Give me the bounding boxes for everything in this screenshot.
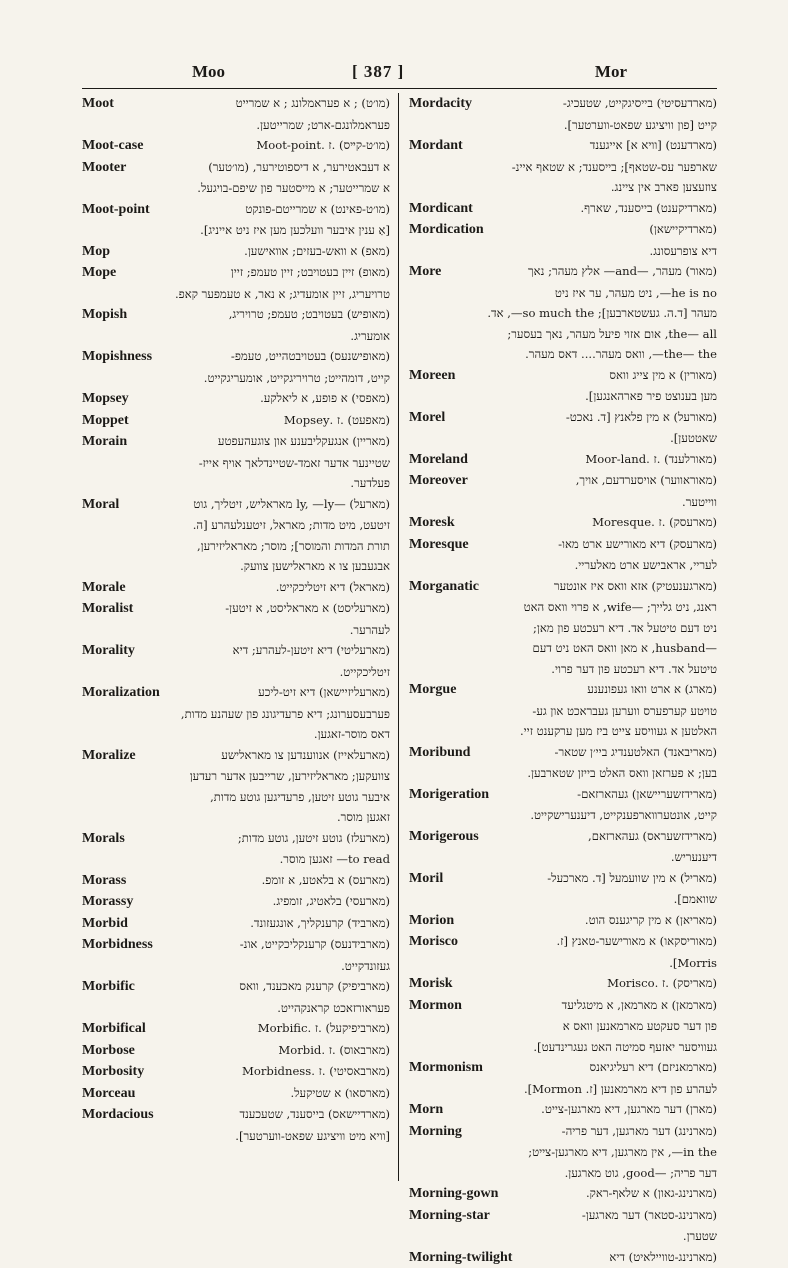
entry-headword: Moresque bbox=[409, 535, 469, 556]
entry-definition-line: ניט דעם טיטעל אד. דיא רעכטע פון מאן; bbox=[409, 618, 717, 639]
entry-definition-line: קייט, דומהייט; טרויריגקייט, אומעריגקייט. bbox=[82, 368, 390, 389]
dictionary-entry bbox=[82, 976, 390, 1018]
entry-definition-start: (מארמאניזם) דיא רעליגיאנס bbox=[489, 1057, 717, 1078]
left-column bbox=[82, 93, 390, 1146]
dictionary-entry bbox=[409, 973, 717, 995]
dictionary-entry bbox=[82, 1083, 390, 1105]
entry-first-line bbox=[82, 891, 390, 913]
entry-definition-line: לעהרער. bbox=[82, 620, 390, 641]
entry-definition-start: (מאורלענד) .ז .Moor-land bbox=[474, 449, 717, 470]
entry-definition-start: (מארידזשעראס) געהארזאם, bbox=[485, 826, 717, 847]
entry-definition-start: (מאריסק) .ז .Morisco bbox=[459, 973, 717, 994]
entry-first-line bbox=[82, 870, 390, 892]
right-column bbox=[409, 93, 717, 1268]
dictionary-entry bbox=[82, 745, 390, 828]
entry-first-line bbox=[82, 640, 390, 662]
entry-first-line bbox=[82, 262, 390, 284]
dictionary-entry bbox=[409, 868, 717, 910]
entry-definition-start: (מארביפיקעל) .ז .Morbific bbox=[152, 1018, 390, 1039]
entry-first-line bbox=[409, 868, 717, 890]
page-header bbox=[82, 60, 717, 88]
entry-definition-line: טויטע קערפערס ווערען געבראכט און גע- bbox=[409, 701, 717, 722]
entry-first-line bbox=[409, 407, 717, 429]
entry-definition-line: פון דער סעקטע מארמאנען וואס א bbox=[409, 1016, 717, 1037]
entry-headword: Morbid bbox=[82, 914, 128, 935]
entry-headword: Moot-case bbox=[82, 136, 143, 157]
entry-headword: Moribund bbox=[409, 743, 470, 764]
dictionary-entry bbox=[409, 365, 717, 407]
entry-first-line bbox=[82, 913, 390, 935]
dictionary-entry bbox=[409, 534, 717, 576]
entry-headword: Mooter bbox=[82, 158, 126, 179]
entry-first-line bbox=[82, 135, 390, 157]
dictionary-entry bbox=[409, 470, 717, 512]
entry-definition-line: דיא צופרעסונג. bbox=[409, 241, 717, 262]
entry-definition-line: —husband, א מאן וואס האט ניט דעם bbox=[409, 638, 717, 659]
entry-first-line bbox=[409, 512, 717, 534]
entry-definition-line: דער פריה; —good, גוט מארגען. bbox=[409, 1163, 717, 1184]
entry-first-line bbox=[82, 577, 390, 599]
dictionary-entry bbox=[82, 577, 390, 599]
entry-headword: Morale bbox=[82, 578, 126, 599]
dictionary-entry bbox=[82, 1104, 390, 1146]
entry-headword: Mop bbox=[82, 242, 110, 263]
entry-first-line bbox=[82, 431, 390, 453]
entry-definition-line: the— all, אום אזוי פיעל מעהר, נאך בעסער; bbox=[409, 324, 717, 345]
entry-first-line bbox=[409, 1099, 717, 1121]
entry-headword: Morals bbox=[82, 829, 125, 850]
dictionary-entry bbox=[409, 784, 717, 826]
entry-definition-start: (מארנינג-סטאר) דער מארגען- bbox=[496, 1205, 717, 1226]
column-divider bbox=[398, 93, 399, 1181]
entry-first-line bbox=[409, 93, 717, 115]
dictionary-entry bbox=[409, 1205, 717, 1247]
dictionary-entry bbox=[82, 135, 390, 157]
entry-definition-line: שטיינער אדער זאמד-שטיינדלאך אויף אייז- bbox=[82, 453, 390, 474]
entry-headword: Mopishness bbox=[82, 347, 152, 368]
entry-first-line bbox=[409, 449, 717, 471]
dictionary-entry bbox=[82, 828, 390, 870]
entry-first-line bbox=[409, 1183, 717, 1205]
dictionary-entry bbox=[409, 995, 717, 1058]
entry-definition-start: (מאופיש) בעטויבט; טעמפ; טרויריג, bbox=[133, 304, 390, 325]
dictionary-entry bbox=[82, 1061, 390, 1083]
entry-definition-line: פעראמלונגם-ארט; שמרייטען. bbox=[82, 115, 390, 136]
dictionary-entry bbox=[409, 512, 717, 534]
dictionary-entry bbox=[82, 640, 390, 682]
entry-headword: Morganatic bbox=[409, 577, 479, 598]
entry-headword: Morn bbox=[409, 1100, 443, 1121]
entry-first-line bbox=[409, 784, 717, 806]
entry-headword: Morisco bbox=[409, 932, 458, 953]
entry-definition-start: (מאריאן) א מין קריגענס הוט. bbox=[460, 910, 717, 931]
entry-first-line bbox=[82, 976, 390, 998]
entry-headword: Moresk bbox=[409, 513, 455, 534]
dictionary-entry bbox=[82, 241, 390, 263]
entry-headword: Mopish bbox=[82, 305, 127, 326]
entry-definition-line: ראנג, ניט גלייך; —wife, א פרוי וואס האט bbox=[409, 597, 717, 618]
entry-definition-line: מעהר [ד.ה. געשטארבען]; so much the—, אד. bbox=[409, 303, 717, 324]
entry-definition-line: שארפער עס-שטאף]; בייסענד; א שטאף איינ- bbox=[409, 157, 717, 178]
entry-definition-start: (מארדעסיטי) בייסיגקייט, שטעכיג- bbox=[478, 93, 717, 114]
dictionary-entry bbox=[82, 199, 390, 241]
entry-first-line bbox=[409, 826, 717, 848]
entry-first-line bbox=[409, 1121, 717, 1143]
entry-headword: Morality bbox=[82, 641, 135, 662]
entry-first-line bbox=[409, 973, 717, 995]
entry-definition-line: פעראורזאכט קראנקהייט. bbox=[82, 998, 390, 1019]
entry-headword: Moralist bbox=[82, 599, 133, 620]
entry-definition-line: to read— זאגען מוסר. bbox=[82, 849, 390, 870]
dictionary-entry bbox=[82, 346, 390, 388]
entry-definition-start: (מארעליזיישאן) דיא זיט-ליכע bbox=[166, 682, 390, 703]
dictionary-entry bbox=[82, 157, 390, 199]
entry-definition-line: צוועקען; מאראליזירען, שרייבען אדער רעדען bbox=[82, 766, 390, 787]
entry-definition-start: (מאור) מעהר, —and— אלץ מעהר; נאך bbox=[447, 261, 717, 282]
entry-headword: Morbific bbox=[82, 977, 135, 998]
dictionary-entry bbox=[409, 931, 717, 973]
entry-headword: Morgue bbox=[409, 680, 456, 701]
entry-first-line bbox=[409, 365, 717, 387]
dictionary-entry bbox=[409, 826, 717, 868]
entry-definition-line: [אַ ענין איבער וועלכען מען איז ניט אייניג]. bbox=[82, 220, 390, 241]
entry-first-line bbox=[409, 1247, 717, 1268]
dictionary-entry bbox=[409, 576, 717, 680]
entry-definition-start: (מאורעל) א מין פלאנץ [ד. נאכט- bbox=[451, 407, 717, 428]
entry-first-line bbox=[82, 1040, 390, 1062]
entry-first-line bbox=[409, 931, 717, 953]
entry-definition-line: אומעריג. bbox=[82, 326, 390, 347]
dictionary-entry bbox=[82, 1040, 390, 1062]
entry-first-line bbox=[409, 470, 717, 492]
entry-headword: Mormonism bbox=[409, 1058, 483, 1079]
entry-definition-line: Morris]. bbox=[409, 953, 717, 974]
entry-definition-start: (מו׳ט-קײס) .ז .Moot-point bbox=[149, 135, 390, 156]
dictionary-entry bbox=[82, 93, 390, 135]
entry-definition-start: (מארמאן) א מארמאן, א מיטגליעד bbox=[468, 995, 717, 1016]
entry-definition-line: מען בענוצט פיר פארהאנגען]. bbox=[409, 386, 717, 407]
entry-headword: Moreen bbox=[409, 366, 455, 387]
dictionary-entry bbox=[82, 1018, 390, 1040]
entry-headword: Mormon bbox=[409, 996, 462, 1017]
dictionary-entry bbox=[409, 679, 717, 742]
entry-definition-start: (מארן) דער מארגען, דיא מארגען-צייט. bbox=[449, 1099, 717, 1120]
dictionary-page bbox=[82, 60, 717, 1183]
entry-first-line bbox=[82, 346, 390, 368]
dictionary-entry bbox=[82, 598, 390, 640]
entry-definition-start: (מארגענעטיק) אזא וואס איז אונטער bbox=[485, 576, 717, 597]
entry-definition-start: (מאוראווער) אויסערדעם, אויך, bbox=[474, 470, 717, 491]
entry-headword: Morbose bbox=[82, 1041, 135, 1062]
dictionary-entry bbox=[82, 870, 390, 892]
dictionary-entry bbox=[409, 1121, 717, 1184]
entry-definition-line: דיענעריש. bbox=[409, 847, 717, 868]
entry-first-line bbox=[82, 199, 390, 221]
page-number: [ 387 ] bbox=[352, 62, 404, 82]
dictionary-entry bbox=[82, 410, 390, 432]
entry-definition-line: בען; א פערזאן וואס האלט בייזן שטארבען. bbox=[409, 763, 717, 784]
entry-headword: Morisk bbox=[409, 974, 453, 995]
entry-definition-line: צוזעצען פארב אין ציינג. bbox=[409, 177, 717, 198]
entry-definition-line: א שמרייטער; א מייסטער פון שיפם-בויגעל. bbox=[82, 178, 390, 199]
entry-first-line bbox=[82, 494, 390, 516]
entry-definition-start: (מארדיישאס) בייסענד, שטעכענד bbox=[160, 1104, 390, 1125]
entry-definition-start: (מאופישנעס) בעטויבטהייט, טעמפ- bbox=[158, 346, 390, 367]
dictionary-entry bbox=[409, 1057, 717, 1099]
entry-definition-line: the— the—, וואס מעהר.... דאס מעהר. bbox=[409, 344, 717, 365]
entry-definition-line: קייט, אונטערווארפענקייט, דיענערישקייט. bbox=[409, 805, 717, 826]
dictionary-entry bbox=[409, 219, 717, 261]
entry-headword: Mopsey bbox=[82, 389, 129, 410]
entry-headword: Morass bbox=[82, 871, 126, 892]
entry-definition-start: (מאוריסקאו) א מאורישער-טאנץ [ז. bbox=[464, 931, 717, 952]
entry-first-line bbox=[82, 410, 390, 432]
entry-definition-start: (מארעסי) בלאטיג, זומפיג. bbox=[139, 891, 390, 912]
entry-headword: Mordacious bbox=[82, 1105, 154, 1126]
entry-first-line bbox=[82, 934, 390, 956]
entry-definition-start: (מארעל) —ly, —ly מאראליש, זיטליך, גוט bbox=[125, 494, 390, 515]
entry-definition-start: (מאריין) אנגעקליבענע און צוגעהעפטע bbox=[133, 431, 390, 452]
dictionary-entry bbox=[409, 1247, 717, 1268]
entry-definition-start: (מאפ) א וואש-בעזים; אוואישען. bbox=[116, 241, 390, 262]
dictionary-entry bbox=[409, 135, 717, 198]
entry-definition-start: (מארדיקענט) בייסענד, שארף. bbox=[479, 198, 717, 219]
entry-first-line bbox=[82, 1061, 390, 1083]
entry-first-line bbox=[409, 534, 717, 556]
entry-definition-start: (מארעלז) גוטע זיטען, גוטע מדות; bbox=[131, 828, 390, 849]
entry-definition-start: (מארבאוס) .ז .Morbid bbox=[141, 1040, 390, 1061]
entry-definition-line: טיטעל אד. דיא רעכטע פון דער פרוי. bbox=[409, 659, 717, 680]
dictionary-entry bbox=[82, 494, 390, 577]
dictionary-entry bbox=[409, 1183, 717, 1205]
entry-definition-start: (מארנינג-גאון) א שלאף-ראק. bbox=[504, 1183, 717, 1204]
entry-first-line bbox=[409, 995, 717, 1017]
entry-definition-line: האלטען א געוויסע צייט ביז מען ערקענט זיי. bbox=[409, 721, 717, 742]
entry-headword: Morassy bbox=[82, 892, 133, 913]
entry-headword: Morning-twilight bbox=[409, 1248, 512, 1268]
entry-headword: Moppet bbox=[82, 411, 129, 432]
entry-definition-line: זיטעט, מיט מדות; מאראל, זיטענלעהרע [ה. bbox=[82, 515, 390, 536]
dictionary-entry bbox=[82, 891, 390, 913]
entry-definition-start: (מארעס) א בלאטע, א זומפ. bbox=[132, 870, 390, 891]
entry-definition-line: ווייטער. bbox=[409, 492, 717, 513]
dictionary-entry bbox=[409, 910, 717, 932]
entry-headword: Moralize bbox=[82, 746, 136, 767]
entry-definition-start: (מארידזשעריישאן) געהארזאם- bbox=[495, 784, 717, 805]
dictionary-entry bbox=[409, 407, 717, 449]
entry-headword: Mordication bbox=[409, 220, 484, 241]
entry-headword: Morion bbox=[409, 911, 454, 932]
entry-headword: Morel bbox=[409, 408, 445, 429]
entry-headword: Morning bbox=[409, 1122, 462, 1143]
entry-first-line bbox=[82, 598, 390, 620]
entry-first-line bbox=[409, 1057, 717, 1079]
entry-definition-start: (מאופ) זיין בעטויבט; זיין טעמפ; זיין bbox=[122, 262, 390, 283]
entry-headword: Moralization bbox=[82, 683, 160, 704]
entry-definition-line: זאגען מוסר. bbox=[82, 807, 390, 828]
entry-headword: Mope bbox=[82, 263, 116, 284]
entry-definition-start: (מארנינג) דער מארגען, דער פריה- bbox=[468, 1121, 717, 1142]
entry-definition-line: לעריי, אראבישע ארט מאלעריי. bbox=[409, 555, 717, 576]
dictionary-entry bbox=[82, 262, 390, 304]
header-right-guide-word: Mor bbox=[595, 62, 627, 82]
entry-definition-line: געזונדקייט. bbox=[82, 956, 390, 977]
entry-definition-start: (מו׳ט) ; א פעראמלונג ; א שמרייט bbox=[120, 93, 390, 114]
dictionary-entry bbox=[409, 261, 717, 365]
entry-definition-line: in the—, אין מארגען, דיא מארגען-צייט; bbox=[409, 1142, 717, 1163]
entry-headword: Mordant bbox=[409, 136, 463, 157]
dictionary-entry bbox=[82, 304, 390, 346]
entry-first-line bbox=[82, 93, 390, 115]
entry-definition-line: געוויסער יאזעף סמיטה האט געגרינדעט]. bbox=[409, 1037, 717, 1058]
entry-definition-line: טרויעריג, זיין אומעדיג; א נאר, א טעמפער קאפ. bbox=[82, 284, 390, 305]
entry-first-line bbox=[82, 1018, 390, 1040]
entry-definition-start: (מאפסי) א פופע, א ליאלקע. bbox=[135, 388, 390, 409]
entry-headword: Morbidness bbox=[82, 935, 153, 956]
entry-first-line bbox=[409, 679, 717, 701]
entry-headword: Morigerous bbox=[409, 827, 479, 848]
entry-first-line bbox=[409, 135, 717, 157]
entry-headword: Morbosity bbox=[82, 1062, 144, 1083]
entry-definition-start: (מארביפיק) קרענק מאכענד, וואס bbox=[141, 976, 390, 997]
entry-headword: Morning-star bbox=[409, 1206, 490, 1227]
entry-first-line bbox=[82, 157, 390, 179]
entry-first-line bbox=[409, 910, 717, 932]
entry-first-line bbox=[409, 1205, 717, 1227]
dictionary-entry bbox=[82, 934, 390, 976]
entry-definition-start: (מאריבאנד) האלטענדיג ביי׳ן שטאר- bbox=[476, 742, 717, 763]
entry-definition-start: (מארעסק) .ז .Moresque bbox=[461, 512, 717, 533]
entry-first-line bbox=[82, 828, 390, 850]
entry-definition-line: אבגעבען צו א מאראלישען צוועק. bbox=[82, 556, 390, 577]
dictionary-entry bbox=[409, 198, 717, 220]
dictionary-entry bbox=[82, 682, 390, 745]
entry-definition-line: פערבעסערונג; דיא פרעדיגונג פון שעהנע מדות, bbox=[82, 704, 390, 725]
entry-definition-start: (מארנינג-טוויילאיט) דיא bbox=[518, 1247, 717, 1268]
header-rule bbox=[82, 88, 717, 89]
entry-definition-line: לעהרע פון דיא מארמאנען [ז. Mormon]. bbox=[409, 1079, 717, 1100]
dictionary-entry bbox=[82, 431, 390, 494]
dictionary-entry bbox=[82, 913, 390, 935]
entry-definition-line: איבער גוטע זיטען, פרעדיגען גוטע מדות, bbox=[82, 787, 390, 808]
entry-first-line bbox=[82, 241, 390, 263]
entry-definition-start: א דעבאטירער, א דיספוטירער, (מו׳טער) bbox=[132, 157, 390, 178]
entry-definition-start: (מאורין) א מין צייג וואס bbox=[461, 365, 717, 386]
entry-first-line bbox=[82, 1083, 390, 1105]
dictionary-entry bbox=[409, 93, 717, 135]
entry-definition-start: (מארבידנעס) קרענקליכקייט, אונ- bbox=[159, 934, 390, 955]
entry-definition-start: (מארבאסיטי) .ז .Morbidness bbox=[150, 1061, 390, 1082]
entry-definition-line: שוואמם]. bbox=[409, 889, 717, 910]
entry-first-line bbox=[409, 261, 717, 283]
entry-definition-line: קייט [פון וויציגע שפאט-ווערטער]. bbox=[409, 115, 717, 136]
dictionary-entry bbox=[82, 388, 390, 410]
entry-definition-line: פעלדער. bbox=[82, 473, 390, 494]
entry-first-line bbox=[82, 304, 390, 326]
entry-first-line bbox=[409, 219, 717, 241]
entry-headword: Morning-gown bbox=[409, 1184, 498, 1205]
entry-first-line bbox=[82, 682, 390, 704]
entry-definition-start: (מארעליטי) דיא זיטען-לעהרע; דיא bbox=[141, 640, 390, 661]
entry-definition-line: שטערן. bbox=[409, 1226, 717, 1247]
entry-headword: Mordacity bbox=[409, 94, 472, 115]
entry-definition-start: (מארדיקיישאן) bbox=[490, 219, 717, 240]
entry-headword: More bbox=[409, 262, 441, 283]
entry-headword: Moot bbox=[82, 94, 114, 115]
entry-headword: Moril bbox=[409, 869, 443, 890]
entry-definition-start: (מארג) א ארט וואו געפונענע bbox=[462, 679, 717, 700]
entry-headword: Morceau bbox=[82, 1084, 135, 1105]
entry-first-line bbox=[82, 745, 390, 767]
entry-definition-start: (מארעסק) דיא מאורישע ארט מאו- bbox=[475, 534, 717, 555]
entry-definition-line: תורת המדות והמוסר]; מוסר; מאראליזירען, bbox=[82, 536, 390, 557]
entry-definition-start: (מארעלאייז) אנווענדען צו מאראלישע bbox=[142, 745, 390, 766]
entry-headword: Morbifical bbox=[82, 1019, 146, 1040]
entry-headword: Moral bbox=[82, 495, 119, 516]
entry-definition-line: [וויא מיט וויציגע שפאט-ווערטער]. bbox=[82, 1126, 390, 1147]
columns bbox=[82, 93, 717, 1183]
header-left-guide-word: Moo bbox=[192, 62, 225, 82]
entry-definition-line: שאטטען]. bbox=[409, 428, 717, 449]
entry-definition-line: זיטליכקייט. bbox=[82, 662, 390, 683]
entry-definition-start: (מארסאו) א שטיקעל. bbox=[141, 1083, 390, 1104]
entry-definition-line: he is no—, ניט מעהר, ער איז ניט bbox=[409, 283, 717, 304]
entry-definition-start: (מאפעט) .ז .Mopsey bbox=[135, 410, 390, 431]
dictionary-entry bbox=[409, 742, 717, 784]
entry-headword: Morigeration bbox=[409, 785, 489, 806]
dictionary-entry bbox=[409, 1099, 717, 1121]
entry-first-line bbox=[82, 388, 390, 410]
entry-first-line bbox=[82, 1104, 390, 1126]
entry-definition-start: (מו׳ט-פאינט) א שמרייטם-פונקט bbox=[156, 199, 390, 220]
entry-definition-line: דאס מוסר-זאגען. bbox=[82, 724, 390, 745]
entry-headword: Moreland bbox=[409, 450, 468, 471]
entry-headword: Mordicant bbox=[409, 199, 473, 220]
entry-definition-start: (מארדענט) [וויא א] אייגענד bbox=[469, 135, 717, 156]
entry-headword: Moreover bbox=[409, 471, 468, 492]
entry-definition-start: (מארעליסט) א מאראליסט, א זיטען- bbox=[139, 598, 390, 619]
entry-headword: Morain bbox=[82, 432, 127, 453]
entry-first-line bbox=[409, 198, 717, 220]
entry-first-line bbox=[409, 742, 717, 764]
entry-definition-start: (מאראל) דיא זיטליכקייט. bbox=[132, 577, 390, 598]
dictionary-entry bbox=[409, 449, 717, 471]
entry-definition-start: (מאריל) א מין שוועמעל [ד. מארכעל- bbox=[449, 868, 717, 889]
entry-headword: Moot-point bbox=[82, 200, 150, 221]
entry-first-line bbox=[409, 576, 717, 598]
entry-definition-start: (מארביד) קרענקליך, אונגעזונד. bbox=[134, 913, 390, 934]
